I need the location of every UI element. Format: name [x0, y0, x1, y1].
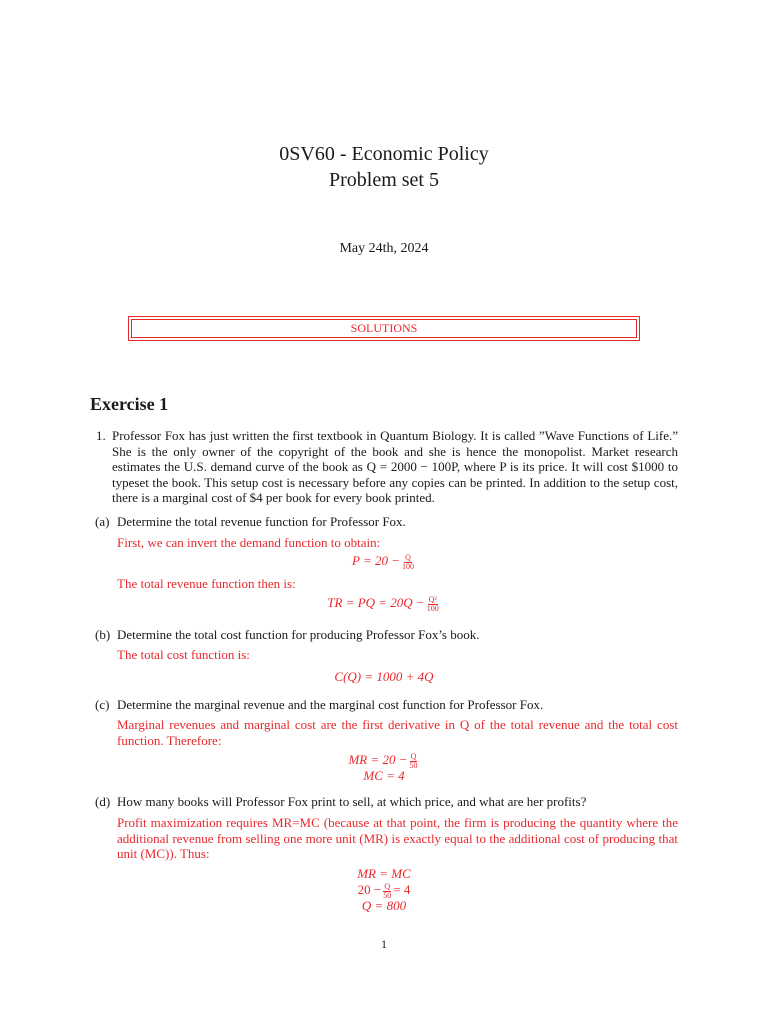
- fraction: $\frac{Q}{50}$: [383, 881, 392, 900]
- part-d-equation-solve: 20 − $\frac{Q}{50}$ = 4: [357, 881, 411, 900]
- fraction: $\frac{\text{Q²}}{100}$: [426, 594, 439, 613]
- part-b-label: (b): [95, 627, 111, 642]
- document-title: [0, 141, 768, 193]
- fraction: $\frac{Q}{50}$: [409, 751, 418, 770]
- part-b-question: Determine the total cost function for producing Professor Fox’s book.: [117, 627, 480, 642]
- part-b-equation-cost: C(Q) = 1000 + 4Q: [334, 669, 434, 684]
- part-c-question: Determine the marginal revenue and the marginal cost function for Professor Fox.: [117, 697, 544, 712]
- part-a-question: Determine the total revenue function for Professor Fox.: [117, 514, 406, 529]
- part-c-label: (c): [95, 697, 110, 712]
- part-c-equation-mc: MC = 4: [363, 768, 405, 783]
- part-c-equation-mr: MR = 20 − $\frac{Q}{50}$: [348, 751, 418, 770]
- part-a-answer-mid: The total revenue function then is:: [117, 576, 296, 591]
- part-a-answer-intro: First, we can invert the demand function to obtain:: [117, 535, 381, 550]
- course-title: 0SV60 - Economic Policy: [279, 143, 489, 165]
- part-a-equation-tr: TR = PQ = 20Q − $\frac{\text{Q²}}{100}$: [327, 594, 439, 613]
- part-a-label: (a): [95, 514, 110, 529]
- part-d-answer-intro: Profit maximization requires MR=MC (because at that point, the firm is producing the quantity where the additional revenue from selling one more unit (MR) is exactly equal to the additional cost of producing that unit (MC)). Thus:: [117, 815, 678, 861]
- problem-set-title: Problem set 5: [329, 169, 439, 191]
- part-d-question: How many books will Professor Fox print to sell, at which price, and what are her profits?: [117, 794, 587, 809]
- document-date: May 24th, 2024: [339, 241, 429, 256]
- problem-statement: Professor Fox has just written the first textbook in Quantum Biology. It is called ”Wave Functions of Life.” She is the only owner of the copyright of the book and she is hence the monopolist. Market research estimates the U.S. demand curve of the book as Q = 2000 − 100P, where P is its price. It will cost $1000 to typeset the book. This setup cost is necessary before any copies can be printed. In addition to the setup cost, there is a marginal cost of $4 per book for every book printed.: [112, 428, 678, 505]
- part-c-answer-intro: Marginal revenues and marginal cost are the first derivative in Q of the total revenue and the total cost function. Therefore:: [117, 717, 678, 748]
- fraction: $\frac{Q}{100}$: [402, 552, 414, 571]
- exercise-heading: Exercise 1: [90, 394, 169, 414]
- part-d-label: (d): [95, 794, 111, 809]
- page-number: 1: [381, 937, 387, 951]
- part-a-equation-price: P = 20 − $\frac{Q}{100}$: [351, 552, 414, 571]
- problem-number: 1.: [96, 428, 106, 443]
- part-b-answer-intro: The total cost function is:: [117, 647, 250, 662]
- solutions-box: [128, 316, 640, 341]
- solutions-label: SOLUTIONS: [131, 319, 637, 338]
- part-d-equation-mr-mc: MR = MC: [357, 866, 411, 881]
- part-d-equation-q: Q = 800: [361, 898, 407, 913]
